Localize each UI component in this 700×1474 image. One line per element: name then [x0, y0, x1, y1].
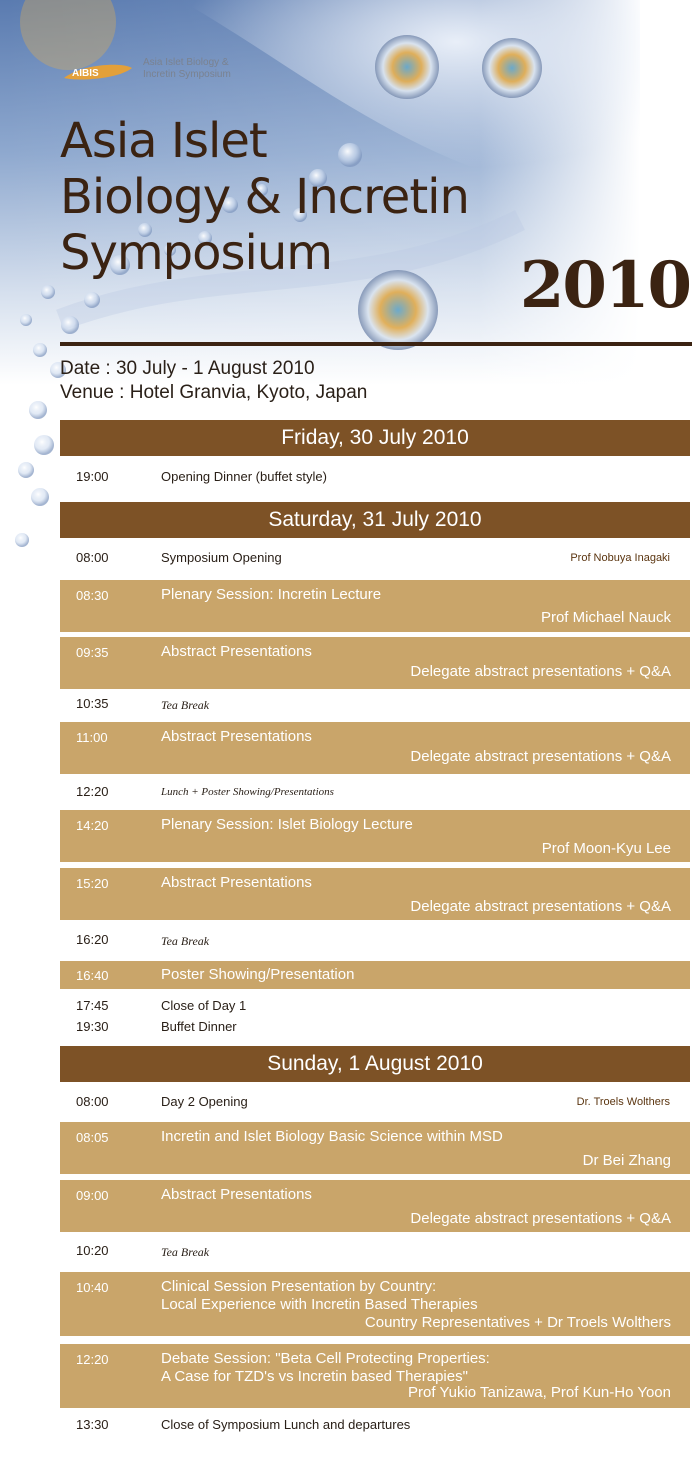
row-event — [161, 1350, 490, 1386]
schedule-row — [60, 550, 690, 568]
row-time: 08:00 — [76, 1094, 109, 1109]
schedule-row — [60, 1243, 690, 1261]
venue-line: Venue : Hotel Granvia, Kyoto, Japan — [60, 382, 368, 403]
event-info — [60, 357, 367, 405]
day-header-friday: Friday, 30 July 2010 — [60, 420, 690, 456]
title-year: 2010 — [519, 248, 690, 323]
row-speaker: Prof Moon-Kyu Lee — [541, 840, 671, 857]
row-event-line2: A Case for TZD's vs Incretin based Therapies" — [161, 1368, 468, 1385]
schedule-row — [60, 1180, 690, 1232]
row-event: Incretin and Islet Biology Basic Science within MSD — [161, 1128, 503, 1145]
schedule-row — [60, 722, 690, 774]
row-time: 19:00 — [76, 469, 109, 484]
row-event: Abstract Presentations — [161, 874, 312, 891]
row-event: Tea Break — [161, 1245, 210, 1259]
row-time: 16:20 — [76, 932, 109, 947]
schedule-row — [60, 932, 690, 950]
row-event: Poster Showing/Presentation — [161, 966, 355, 983]
row-event: Close of Day 1 — [161, 998, 247, 1013]
schedule-row — [60, 961, 690, 989]
row-time: 19:30 — [76, 1019, 109, 1034]
title-line-2: Biology & Incretin — [60, 169, 469, 225]
row-time: 10:40 — [76, 1280, 109, 1295]
schedule-row — [60, 1344, 690, 1408]
schedule-row — [60, 868, 690, 920]
row-event — [161, 1278, 478, 1314]
logo-subtitle-line1: Asia Islet Biology & — [143, 57, 229, 68]
row-event: Abstract Presentations — [161, 643, 312, 660]
row-speaker: Dr. Troels Wolthers — [576, 1096, 670, 1108]
row-event-line2: Local Experience with Incretin Based Therapies — [161, 1296, 478, 1313]
row-time: 17:45 — [76, 998, 109, 1013]
row-speaker: Delegate abstract presentations + Q&A — [410, 748, 671, 765]
schedule-row — [60, 637, 690, 689]
row-time: 09:35 — [76, 645, 109, 660]
page-title — [60, 113, 469, 281]
row-event: Lunch + Poster Showing/Presentations — [161, 786, 334, 798]
row-speaker: Delegate abstract presentations + Q&A — [410, 1210, 671, 1227]
schedule-row — [60, 784, 690, 802]
schedule-row — [60, 1272, 690, 1336]
row-time: 12:20 — [76, 1352, 109, 1367]
schedule-row — [60, 580, 690, 632]
row-time: 16:40 — [76, 968, 109, 983]
row-time: 15:20 — [76, 876, 109, 891]
row-speaker: Delegate abstract presentations + Q&A — [410, 898, 671, 915]
row-speaker: Prof Michael Nauck — [540, 609, 671, 626]
title-line-3: Symposium — [60, 225, 332, 281]
row-time: 08:05 — [76, 1130, 109, 1145]
row-time: 12:20 — [76, 784, 109, 799]
aibis-logo-badge — [62, 62, 134, 82]
row-event-line1: Clinical Session Presentation by Country: — [161, 1278, 437, 1295]
schedule-row — [60, 1122, 690, 1174]
logo-subtitle — [143, 57, 231, 81]
row-event: Tea Break — [161, 934, 210, 948]
row-time: 08:00 — [76, 550, 109, 565]
schedule-row — [60, 1094, 690, 1112]
row-event: Abstract Presentations — [161, 728, 312, 745]
row-speaker: Prof Nobuya Inagaki — [570, 552, 670, 564]
title-divider — [60, 342, 692, 346]
logo-badge-text: AIBIS — [72, 68, 99, 79]
row-time: 10:20 — [76, 1243, 109, 1258]
schedule-row — [60, 810, 690, 862]
row-event: Tea Break — [161, 698, 210, 712]
row-event: Plenary Session: Incretin Lecture — [161, 586, 382, 603]
logo-subtitle-line2: Incretin Symposium — [143, 69, 231, 80]
row-event: Opening Dinner (buffet style) — [161, 469, 327, 484]
row-speaker: Country Representatives + Dr Troels Wolthers — [364, 1314, 671, 1331]
row-speaker: Delegate abstract presentations + Q&A — [410, 663, 671, 680]
row-time: 11:00 — [76, 730, 108, 745]
row-event: Day 2 Opening — [161, 1094, 248, 1109]
row-event: Symposium Opening — [161, 550, 282, 565]
schedule-row — [60, 696, 690, 714]
row-event: Buffet Dinner — [161, 1019, 237, 1034]
date-line: Date : 30 July - 1 August 2010 — [60, 358, 315, 379]
row-time: 08:30 — [76, 588, 109, 603]
day-header-saturday: Saturday, 31 July 2010 — [60, 502, 690, 538]
row-speaker: Dr Bei Zhang — [582, 1152, 671, 1169]
row-event-line1: Debate Session: "Beta Cell Protecting Properties: — [161, 1350, 490, 1367]
title-line-1: Asia Islet — [60, 113, 267, 169]
schedule-row — [60, 1019, 690, 1037]
row-time: 09:00 — [76, 1188, 109, 1203]
schedule-row — [60, 998, 690, 1016]
row-event: Plenary Session: Islet Biology Lecture — [161, 816, 413, 833]
row-speaker: Prof Yukio Tanizawa, Prof Kun-Ho Yoon — [408, 1384, 671, 1401]
row-time: 13:30 — [76, 1417, 109, 1432]
row-event: Close of Symposium Lunch and departures — [161, 1417, 411, 1432]
schedule-row — [60, 1417, 690, 1435]
row-event: Abstract Presentations — [161, 1186, 312, 1203]
row-time: 10:35 — [76, 696, 109, 711]
row-time: 14:20 — [76, 818, 109, 833]
day-header-sunday: Sunday, 1 August 2010 — [60, 1046, 690, 1082]
schedule-row — [60, 469, 690, 487]
